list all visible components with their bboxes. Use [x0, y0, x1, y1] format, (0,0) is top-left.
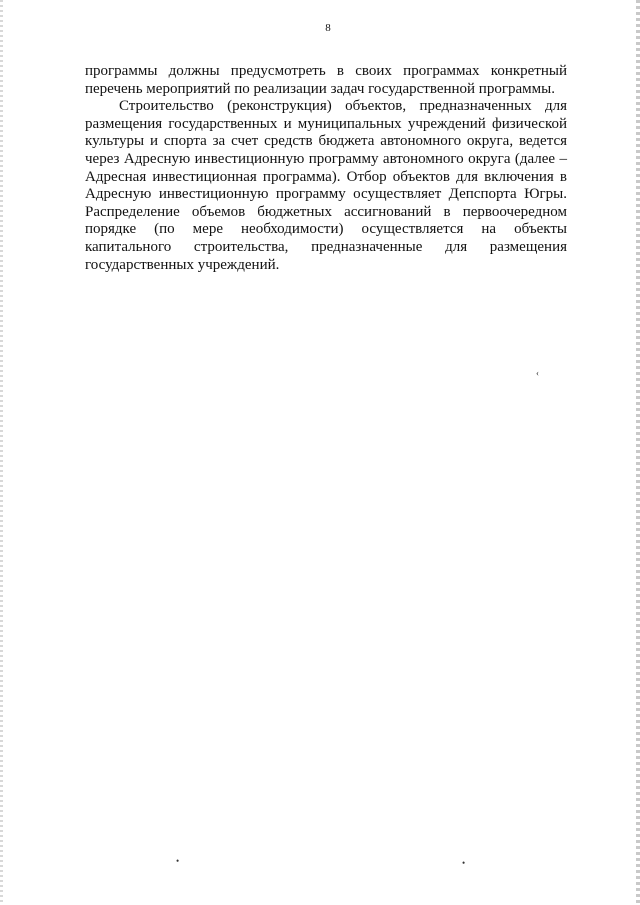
scan-edge-left — [0, 0, 3, 905]
paragraph-continuation: программы должны предусмотреть в своих программах конкретный перечень мероприятий по реализации задач государственной программы. — [85, 63, 567, 97]
page-number: 8 — [325, 22, 331, 34]
scan-edge-right — [636, 0, 640, 905]
document-body — [85, 63, 567, 274]
scan-speck: • — [462, 858, 466, 868]
paragraph-construction: Строительство (реконструкция) объектов, предназначенных для размещения государственных и муниципальных учреждений физической культуры и спорта за счет средств бюджета автономного округа, ведется через Адресную инвестиционную программу автономного округа (далее – Адресная инвестиционная программа). Отбор объектов для включения в Адресную инвестиционную программу осуществляет Депспорта Югры. Распределение объемов бюджетных ассигнований в первоочередном порядке (по мере необходимости) осуществляется на объекты капитального строительства, предназначенные для размещения государственных учреждений. — [85, 98, 567, 273]
scan-speck: ‹ — [536, 368, 539, 378]
scan-speck: • — [176, 856, 180, 866]
